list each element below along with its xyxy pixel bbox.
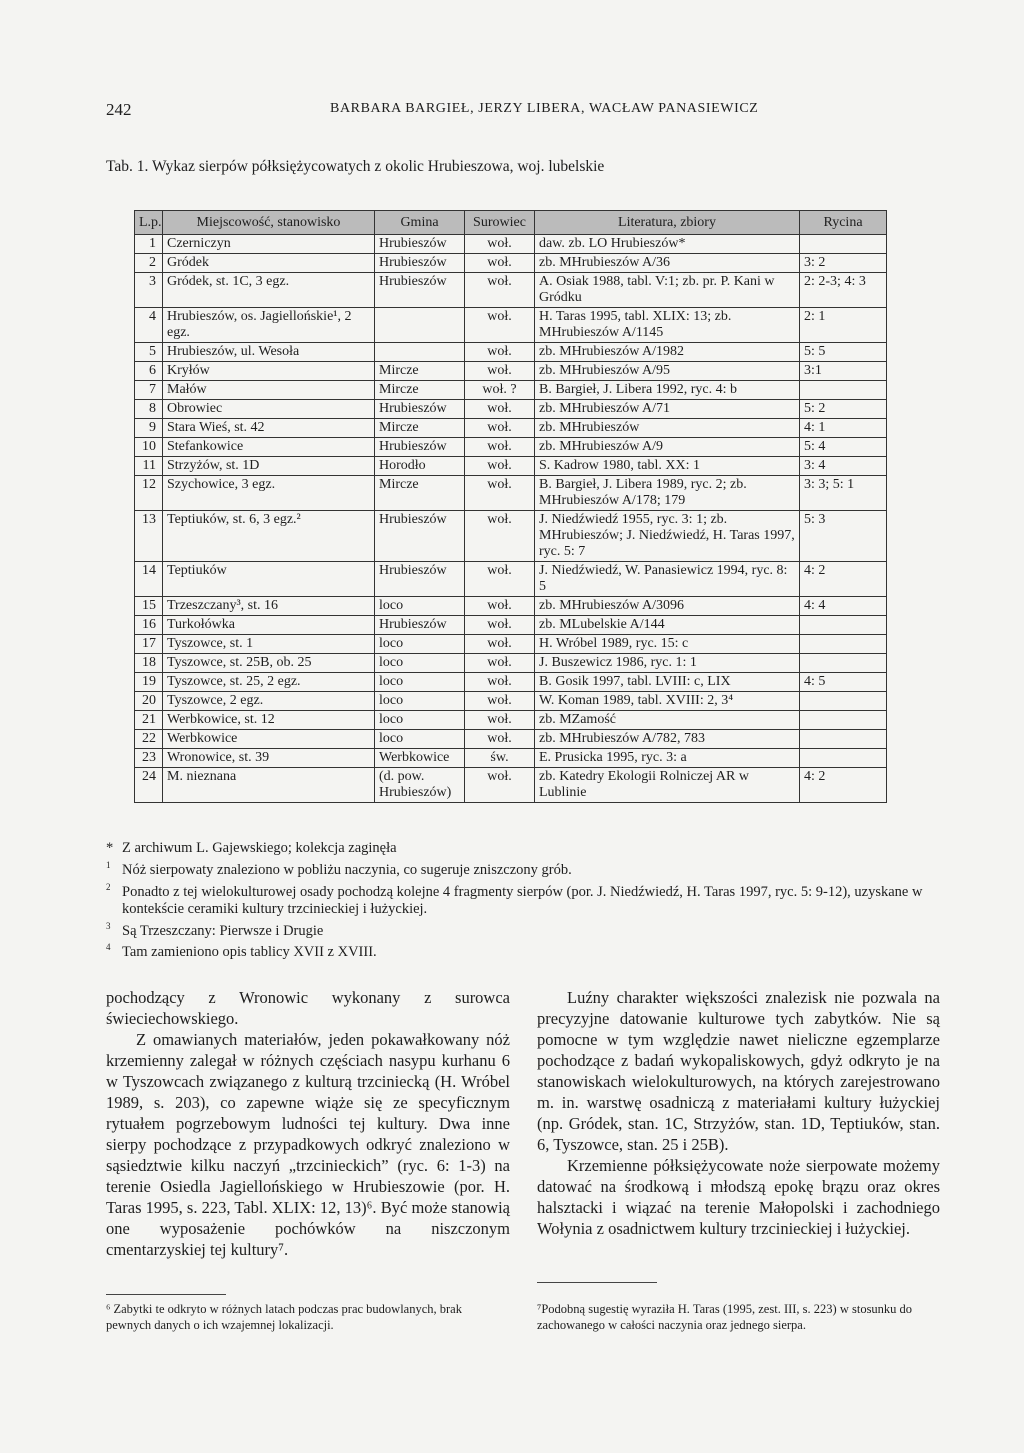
table-cell: zb. MHrubieszów A/1982 xyxy=(535,343,800,362)
table-row xyxy=(135,381,887,400)
table-cell: woł. xyxy=(465,343,535,362)
table-cell: zb. MHrubieszów A/3096 xyxy=(535,597,800,616)
table-cell: woł. xyxy=(465,768,535,803)
table-cell: 4: 2 xyxy=(800,562,887,597)
table-cell: 24 xyxy=(135,768,163,803)
table-cell: woł. xyxy=(465,654,535,673)
table-row xyxy=(135,235,887,254)
table-cell: B. Bargieł, J. Libera 1992, ryc. 4: b xyxy=(535,381,800,400)
footnote-7: ⁷Podobną sugestię wyraziła H. Taras (1995, zest. III, s. 223) w stosunku do zachowanego w całości naczynia oraz jednego sierpa. xyxy=(537,1302,913,1332)
table-row xyxy=(135,711,887,730)
table-cell: zb. Katedry Ekologii Rolniczej AR w Lublinie xyxy=(535,768,800,803)
table-cell: woł. xyxy=(465,673,535,692)
table-cell: loco xyxy=(375,730,465,749)
table-cell: 14 xyxy=(135,562,163,597)
note-text: Nóż sierpowaty znaleziono w pobliżu naczynia, co sugeruje zniszczony grób. xyxy=(122,861,572,878)
table-notes xyxy=(106,840,946,961)
table-cell: Hrubieszów xyxy=(375,562,465,597)
table-cell: 3: 2 xyxy=(800,254,887,273)
table-cell: 19 xyxy=(135,673,163,692)
table-cell: Tyszowce, st. 25, 2 egz. xyxy=(163,673,375,692)
table-cell: Gródek, st. 1C, 3 egz. xyxy=(163,273,375,308)
table-cell: 2: 1 xyxy=(800,308,887,343)
table-cell xyxy=(800,235,887,254)
note-mark: * xyxy=(106,840,114,856)
table-cell: Hrubieszów xyxy=(375,438,465,457)
table-cell: Hrubieszów xyxy=(375,511,465,562)
body-paragraph: Krzemienne półksiężycowate noże sierpowate możemy datować na środkową i młodszą epokę brązu oraz okres halsztacki i wiązać na terenie Małopolski i zachodniego Wołynia z osadnictwem kultury trzcinieckiej i łużyckiej. xyxy=(537,1156,940,1238)
table-row xyxy=(135,476,887,511)
table-cell: 9 xyxy=(135,419,163,438)
table-cell: woł. xyxy=(465,511,535,562)
table-cell xyxy=(800,711,887,730)
table-cell: loco xyxy=(375,635,465,654)
table-cell: woł. xyxy=(465,254,535,273)
table-cell: Stefankowice xyxy=(163,438,375,457)
table-cell: H. Wróbel 1989, ryc. 15: c xyxy=(535,635,800,654)
table-cell: 22 xyxy=(135,730,163,749)
table-row xyxy=(135,343,887,362)
note-mark: 1 xyxy=(106,860,111,870)
table-cell: Mircze xyxy=(375,419,465,438)
note-text: Z archiwum L. Gajewskiego; kolekcja zaginęła xyxy=(122,840,397,856)
table-cell: W. Koman 1989, tabl. XVIII: 2, 3⁴ xyxy=(535,692,800,711)
table-cell: 8 xyxy=(135,400,163,419)
table-cell: loco xyxy=(375,597,465,616)
body-column-right xyxy=(537,987,940,1239)
table-cell: 4: 1 xyxy=(800,419,887,438)
table-cell xyxy=(800,635,887,654)
sickles-table xyxy=(134,210,887,803)
table-cell: Hrubieszów xyxy=(375,254,465,273)
header-cell: Surowiec xyxy=(465,211,535,235)
table-cell: zb. MHrubieszów A/71 xyxy=(535,400,800,419)
table-cell xyxy=(800,749,887,768)
table-cell: 12 xyxy=(135,476,163,511)
table-cell: 5: 5 xyxy=(800,343,887,362)
header-cell: L.p. xyxy=(135,211,163,235)
table-row xyxy=(135,673,887,692)
table-row xyxy=(135,692,887,711)
body-paragraph: Luźny charakter większości znalezisk nie pozwala na precyzyjne datowanie kulturowe tych zabytków. Nie są pomocne w tym względzie nawet nieliczne egzemplarze pochodzące z badań wykopaliskowych, gdyż odkryto je na stanowiskach wielokulturowych, na których zarejestrowano m. in. warstwę osadniczą z materiałami kultury łużyckiej (np. Gródek, stan. 1C, Strzyżów, stan. 1D, Teptiuków, stan. 6, Tyszowce, stan. 25 i 25B). xyxy=(537,988,940,1154)
table-cell: loco xyxy=(375,673,465,692)
note-text: Ponadto z tej wielokulturowej osady pochodzą kolejne 4 fragmenty sierpów (por. J. Niedźwiedź, H. Taras 1997, ryc. 5: 9-12), uzyskane w kontekście ceramiki kultury trzcinieckiej i łużyckiej. xyxy=(122,883,923,917)
table-note xyxy=(106,879,946,918)
table-cell: Werbkowice xyxy=(163,730,375,749)
table-cell: Teptiuków xyxy=(163,562,375,597)
table-caption: Tab. 1. Wykaz sierpów półksiężycowatych z okolic Hrubieszowa, woj. lubelskie xyxy=(106,158,605,175)
table-cell: 2 xyxy=(135,254,163,273)
table-cell xyxy=(800,730,887,749)
table-cell: woł. xyxy=(465,457,535,476)
table-cell: J. Buszewicz 1986, ryc. 1: 1 xyxy=(535,654,800,673)
table-cell: M. nieznana xyxy=(163,768,375,803)
table-cell: 13 xyxy=(135,511,163,562)
table-cell: 1 xyxy=(135,235,163,254)
table-cell: woł. xyxy=(465,273,535,308)
table-cell: Hrubieszów xyxy=(375,616,465,635)
table-note xyxy=(106,918,946,940)
header-cell: Literatura, zbiory xyxy=(535,211,800,235)
table-row xyxy=(135,768,887,803)
table-cell: loco xyxy=(375,654,465,673)
table-cell: 5: 3 xyxy=(800,511,887,562)
table-cell: Tyszowce, st. 25B, ob. 25 xyxy=(163,654,375,673)
note-mark: 2 xyxy=(106,881,111,892)
table-note xyxy=(106,939,946,961)
table-cell: loco xyxy=(375,692,465,711)
table-cell: Obrowiec xyxy=(163,400,375,419)
page-number: 242 xyxy=(106,100,132,119)
table-cell: Horodło xyxy=(375,457,465,476)
table-cell: Teptiuków, st. 6, 3 egz.² xyxy=(163,511,375,562)
table-cell: 11 xyxy=(135,457,163,476)
table-cell: J. Niedźwiedź 1955, ryc. 3: 1; zb. MHrubieszów; J. Niedźwiedź, H. Taras 1997, ryc. 5: 7 xyxy=(535,511,800,562)
header-cell: Miejscowość, stanowisko xyxy=(163,211,375,235)
table-cell: Turkołówka xyxy=(163,616,375,635)
table-cell: 3: 3; 5: 1 xyxy=(800,476,887,511)
table-cell: 16 xyxy=(135,616,163,635)
table-cell: 4: 4 xyxy=(800,597,887,616)
table-cell: zb. MZamość xyxy=(535,711,800,730)
note-text: Tam zamieniono opis tablicy XVII z XVIII. xyxy=(122,944,377,961)
body-column-left xyxy=(106,987,510,1260)
table-cell: Mircze xyxy=(375,381,465,400)
table-row xyxy=(135,562,887,597)
table-cell: 3 xyxy=(135,273,163,308)
header-cell: Gmina xyxy=(375,211,465,235)
note-mark: 4 xyxy=(106,942,111,953)
table-cell: Mircze xyxy=(375,362,465,381)
table-cell: woł. xyxy=(465,730,535,749)
table-header-row xyxy=(135,211,887,235)
table-note xyxy=(106,840,946,857)
table-cell: Tyszowce, st. 1 xyxy=(163,635,375,654)
table-cell: 10 xyxy=(135,438,163,457)
table-cell: J. Niedźwiedź, W. Panasiewicz 1994, ryc. 8: 5 xyxy=(535,562,800,597)
table-cell: zb. MHrubieszów A/36 xyxy=(535,254,800,273)
table-cell: Werbkowice, st. 12 xyxy=(163,711,375,730)
table-cell: Gródek xyxy=(163,254,375,273)
table-row xyxy=(135,400,887,419)
table-cell: Hrubieszów, os. Jagiellońskie¹, 2 egz. xyxy=(163,308,375,343)
table-cell: 4 xyxy=(135,308,163,343)
table-cell: 5: 2 xyxy=(800,400,887,419)
table-cell: E. Prusicka 1995, ryc. 3: a xyxy=(535,749,800,768)
table-cell: Szychowice, 3 egz. xyxy=(163,476,375,511)
table-cell xyxy=(800,654,887,673)
table-cell xyxy=(800,692,887,711)
table-row xyxy=(135,362,887,381)
table-cell: zb. MHrubieszów A/782, 783 xyxy=(535,730,800,749)
table-cell: Wronowice, st. 39 xyxy=(163,749,375,768)
table-cell: Czerniczyn xyxy=(163,235,375,254)
table-row xyxy=(135,419,887,438)
table-cell: woł. xyxy=(465,400,535,419)
table-body xyxy=(135,235,887,803)
table-cell: 3: 4 xyxy=(800,457,887,476)
table-row xyxy=(135,457,887,476)
table-cell: 17 xyxy=(135,635,163,654)
table-row xyxy=(135,438,887,457)
table-cell: Hrubieszów, ul. Wesoła xyxy=(163,343,375,362)
table-cell: woł. xyxy=(465,635,535,654)
table-row xyxy=(135,730,887,749)
table-cell xyxy=(375,308,465,343)
table-cell: 20 xyxy=(135,692,163,711)
header-cell: Rycina xyxy=(800,211,887,235)
table-cell: Strzyżów, st. 1D xyxy=(163,457,375,476)
table-row xyxy=(135,635,887,654)
table-cell: H. Taras 1995, tabl. XLIX: 13; zb. MHrubieszów A/1145 xyxy=(535,308,800,343)
table-row xyxy=(135,273,887,308)
table-cell: (d. pow. Hrubieszów) xyxy=(375,768,465,803)
note-mark: 3 xyxy=(106,920,111,931)
table-note xyxy=(106,857,946,879)
table-cell: woł. xyxy=(465,476,535,511)
table-cell: Trzeszczany³, st. 16 xyxy=(163,597,375,616)
table-row xyxy=(135,511,887,562)
table-cell: Hrubieszów xyxy=(375,400,465,419)
table-cell: 15 xyxy=(135,597,163,616)
table-cell: 4: 2 xyxy=(800,768,887,803)
body-paragraph: pochodzący z Wronowic wykonany z surowca świeciechowskiego. xyxy=(106,988,510,1028)
table-cell: woł. xyxy=(465,562,535,597)
table-cell: Hrubieszów xyxy=(375,235,465,254)
table-row xyxy=(135,654,887,673)
table-cell: Werbkowice xyxy=(375,749,465,768)
table-cell: woł. xyxy=(465,711,535,730)
table-cell: 23 xyxy=(135,749,163,768)
table-cell: 18 xyxy=(135,654,163,673)
body-paragraph: Z omawianych materiałów, jeden pokawałkowany nóż krzemienny zalegał w różnych częściach nasypu kurhanu 6 w Tyszowcach związanego z kulturą trzciniecką (H. Wróbel 1989, s. 203), co zapewne wiąże się ze specyficznym rytuałem pogrzebowym ludności tej kultury. Dwa inne sierpy pochodzące z przypadkowych odkryć znaleziono w sąsiedztwie kilku naczyń „trzcinieckich” (ryc. 6: 1-3) na terenie Osiedla Jagiellońskiego w Hrubieszowie (por. H. Taras 1995, s. 223, Tabl. XLIX: 12, 13)⁶. Być może stanowią one wyposażenie pochówków na niszczonym cmentarzyskiej tej kultury⁷. xyxy=(106,1030,510,1259)
footnote-rule-right xyxy=(537,1282,657,1283)
note-text: Są Trzeszczany: Pierwsze i Drugie xyxy=(122,922,324,939)
table-cell: 21 xyxy=(135,711,163,730)
table-cell: 2: 2-3; 4: 3 xyxy=(800,273,887,308)
table-cell: woł. xyxy=(465,362,535,381)
running-header-authors: BARBARA BARGIEŁ, JERZY LIBERA, WACŁAW PANASIEWICZ xyxy=(330,101,759,116)
table-cell xyxy=(800,616,887,635)
table-cell: 3:1 xyxy=(800,362,887,381)
table-cell: daw. zb. LO Hrubieszów* xyxy=(535,235,800,254)
table-cell: 5: 4 xyxy=(800,438,887,457)
table-cell: loco xyxy=(375,711,465,730)
table-cell: B. Bargieł, J. Libera 1989, ryc. 2; zb. MHrubieszów A/178; 179 xyxy=(535,476,800,511)
table-cell: woł. xyxy=(465,308,535,343)
footnote-rule-left xyxy=(106,1294,226,1295)
table-row xyxy=(135,616,887,635)
table-cell: Hrubieszów xyxy=(375,273,465,308)
table-cell: A. Osiak 1988, tabl. V:1; zb. pr. P. Kani w Gródku xyxy=(535,273,800,308)
table-cell: zb. MLubelskie A/144 xyxy=(535,616,800,635)
table-cell xyxy=(375,343,465,362)
footnote-6: ⁶ Zabytki te odkryto w różnych latach podczas prac budowlanych, brak pewnych danych o ich wzajemnej lokalizacji. xyxy=(106,1302,462,1332)
table-cell: zb. MHrubieszów xyxy=(535,419,800,438)
table-cell: B. Gosik 1997, tabl. LVIII: c, LIX xyxy=(535,673,800,692)
table-cell: Mircze xyxy=(375,476,465,511)
table-cell: św. xyxy=(465,749,535,768)
table-cell: 7 xyxy=(135,381,163,400)
table-cell: zb. MHrubieszów A/95 xyxy=(535,362,800,381)
table-row xyxy=(135,308,887,343)
table-cell: Małów xyxy=(163,381,375,400)
table-cell: S. Kadrow 1980, tabl. XX: 1 xyxy=(535,457,800,476)
table-cell: woł. xyxy=(465,597,535,616)
table-cell: woł. xyxy=(465,419,535,438)
table-row xyxy=(135,749,887,768)
table-cell: 5 xyxy=(135,343,163,362)
table-cell: woł. xyxy=(465,692,535,711)
table-cell: woł. xyxy=(465,616,535,635)
table-cell: Kryłów xyxy=(163,362,375,381)
table-row xyxy=(135,254,887,273)
table-cell xyxy=(800,381,887,400)
table-cell: Tyszowce, 2 egz. xyxy=(163,692,375,711)
table-cell: woł. ? xyxy=(465,381,535,400)
table-cell: zb. MHrubieszów A/9 xyxy=(535,438,800,457)
table-cell: woł. xyxy=(465,235,535,254)
table-row xyxy=(135,597,887,616)
table-cell: 6 xyxy=(135,362,163,381)
table-cell: woł. xyxy=(465,438,535,457)
table-cell: 4: 5 xyxy=(800,673,887,692)
table-cell: Stara Wieś, st. 42 xyxy=(163,419,375,438)
